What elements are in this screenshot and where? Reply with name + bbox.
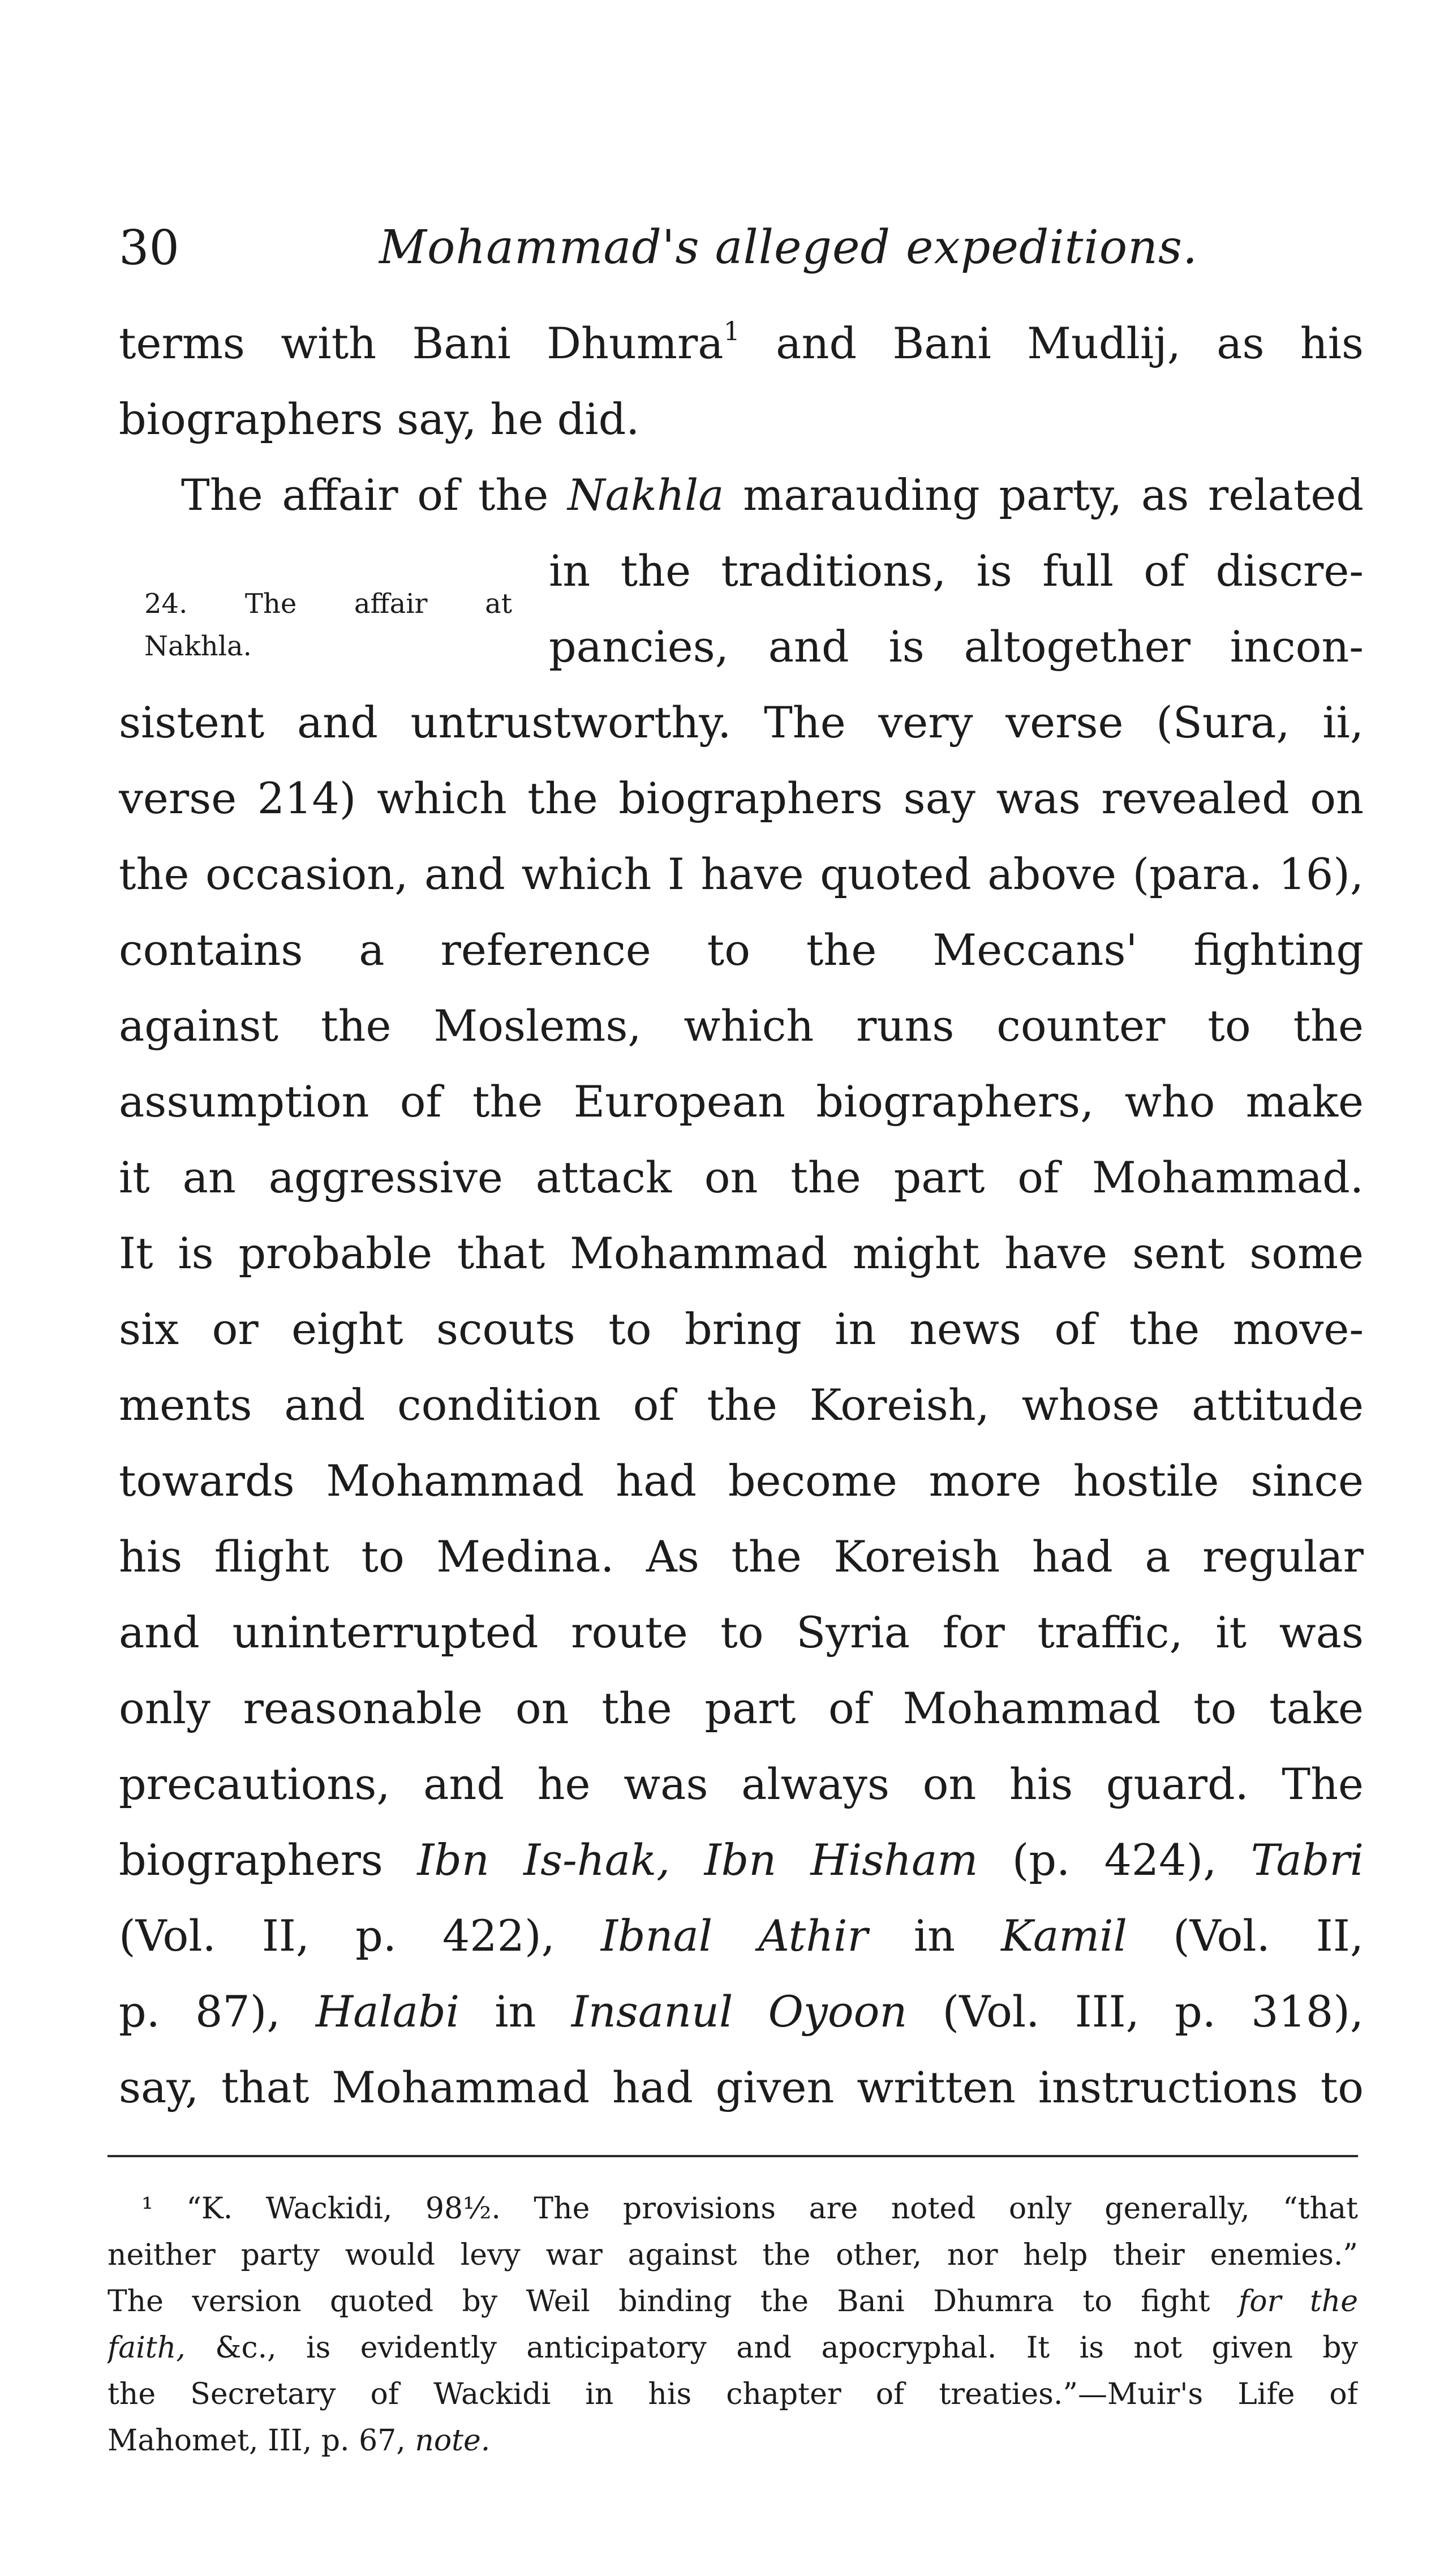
text-line: The affair of the Nakhla marauding party, as related — [181, 470, 1364, 520]
page-header — [119, 214, 1364, 282]
text-line: pancies, and is altogether incon- — [549, 621, 1364, 672]
text-line: contains a reference to the Meccans' fighting — [119, 925, 1364, 975]
text-line: terms with Bani Dhumra$^1$ and Bani Mudlij, as his — [119, 316, 1364, 368]
text-line: assumption of the European biographers, who make — [119, 1076, 1364, 1127]
footnote — [108, 2186, 1358, 2464]
footnote-line: faith, &c., is evidently anticipatory and apocryphal. It is not given by — [108, 2331, 1358, 2365]
text-line: say, that Mohammad had given written instructions to — [119, 2062, 1364, 2113]
text-line: ments and condition of the Koreish, whose attitude — [119, 1380, 1364, 1430]
footnote-rule — [108, 2155, 1358, 2157]
text-line: towards Mohammad had become more hostile since — [119, 1456, 1364, 1506]
text-line: biographers say, he did. — [119, 394, 640, 444]
footnote-line: neither party would levy war against the other, nor help their enemies.” — [108, 2238, 1358, 2272]
sidenote-line: 24. The affair at — [144, 588, 512, 620]
text-line: in the traditions, is full of discre- — [549, 546, 1364, 596]
text-line: verse 214) which the biographers say was revealed on — [119, 773, 1364, 823]
text-line: the occasion, and which I have quoted above (para. 16), — [119, 849, 1364, 899]
text-line: biographers Ibn Is-hak, Ibn Hisham (p. 424), Tabri — [119, 1835, 1364, 1885]
sidenote-block — [119, 533, 1364, 685]
running-title: Mohammad's alleged expeditions. — [379, 221, 1198, 274]
text-line: precautions, and he was always on his guard. The — [119, 1759, 1364, 1809]
footnote-line: The version quoted by Weil binding the Bani Dhumra to fight for the — [108, 2285, 1358, 2319]
text-line: only reasonable on the part of Mohammad to take — [119, 1683, 1364, 1733]
sidenote-line: Nakhla. — [144, 630, 252, 662]
page-number: 30 — [119, 220, 179, 276]
footnote-line: ¹ “K. Wackidi, 98½. The provisions are noted only generally, “that — [141, 2192, 1358, 2226]
footnote-line: Mahomet, III, p. 67, note. — [108, 2424, 491, 2458]
text-line: p. 87), Halabi in Insanul Oyoon (Vol. III, p. 318), — [119, 1986, 1364, 2037]
text-line: (Vol. II, p. 422), Ibnal Athir in Kamil (Vol. II, — [119, 1910, 1364, 1961]
footnote-line: the Secretary of Wackidi in his chapter of treaties.”—Muir's Life of — [108, 2377, 1358, 2411]
text-line: sistent and untrustworthy. The very verse (Sura, ii, — [119, 697, 1364, 748]
body-text — [119, 306, 1364, 2126]
text-line: it an aggressive attack on the part of Mohammad. — [119, 1152, 1364, 1203]
margin-sidenote — [119, 533, 549, 685]
text-line: his flight to Medina. As the Koreish had a regular — [119, 1531, 1364, 1582]
text-line: six or eight scouts to bring in news of the move- — [119, 1304, 1364, 1354]
text-line: and uninterrupted route to Syria for traffic, it was — [119, 1607, 1364, 1658]
text-line: It is probable that Mohammad might have sent some — [119, 1228, 1364, 1278]
footnote-marker: 1 — [723, 316, 740, 346]
text-line: against the Moslems, which runs counter to the — [119, 1001, 1364, 1051]
